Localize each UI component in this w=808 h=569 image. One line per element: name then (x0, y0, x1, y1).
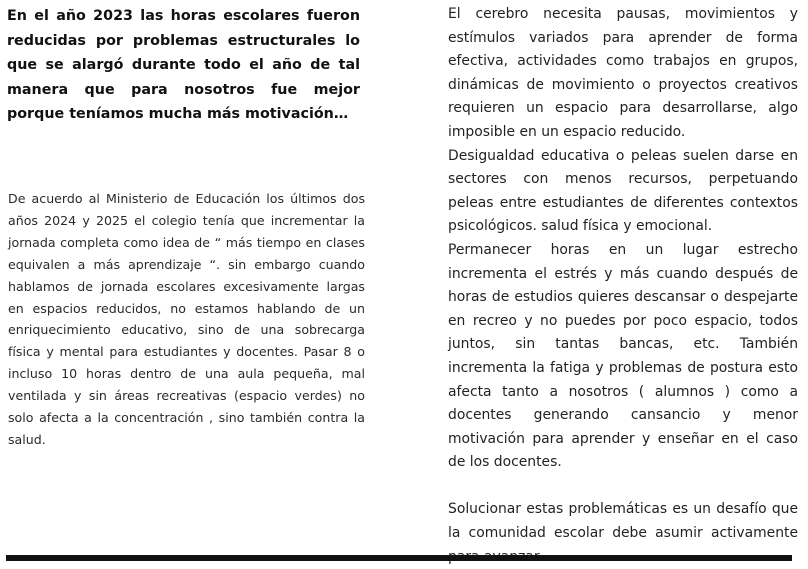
ministry-paragraph: De acuerdo al Ministerio de Educación los últimos dos años 2024 y 2025 el colegio tenía que incrementar la jornada completa como idea de “ más tiempo en clases equivalen a más aprendizaje “. sin embargo cuando hablamos de jornada escolares excesivamente largas en espacios reducidos, no estamos hablando de un enriquecimiento educativo, sino de una sobrecarga física y mental para estudiantes y docentes. Pasar 8 o incluso 10 horas dentro de una aula pequeña, mal ventilada y sin áreas recreativas (espacio verdes) no solo afecta a la concentración , sino también contra la salud. (8, 191, 365, 447)
brain-paragraph: El cerebro necesita pausas, movimientos y estímulos variados para aprender de forma efectiva, actividades como trabajos en grupos, dinámicas de movimiento o proyectos creativos requieren un espacio para desarrollarse, algo imposible en un espacio reducido. (448, 6, 798, 140)
footer-divider-bar (6, 555, 792, 561)
inequality-paragraph: Desigualdad educativa o peleas suelen darse en sectores con menos recursos, perpetuando peleas entre estudiantes de diferentes contextos psicológicos. salud física y emocional. (448, 147, 798, 235)
right-column (448, 3, 798, 569)
left-column (7, 4, 360, 127)
conclusion-paragraph: Solucionar estas problemáticas es un desafío que la comunidad escolar debe asumir activamente (448, 501, 798, 542)
stress-paragraph: Permanecer horas en un lugar estrecho incrementa el estrés y más cuando después de horas de estudios quieres descansar o despejarte en recreo y no puedes por poco espacio, todos juntos, sin tantas bancas, etc. También incrementa la fatiga y problemas de postura esto afecta tanto a nosotros ( alumnos ) como a docentes generando cansancio y menor motivación para aprender y enseñar en el caso de los docentes. (448, 241, 798, 471)
intro-paragraph: En el año 2023 las horas escolares fueron reducidas por problemas estructurales lo que se alargó durante todo el año de tal manera que para nosotros fue mejor porque teníamos mucha más motivación… (7, 8, 360, 123)
